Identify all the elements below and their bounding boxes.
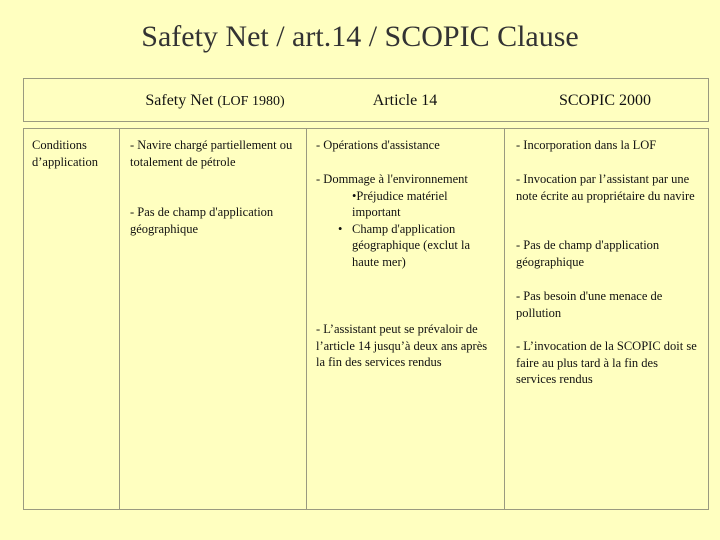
article-14-text-2 — [316, 171, 498, 270]
header-scopic: SCOPIC 2000 — [558, 92, 652, 109]
article-14-bullet-2: • Champ d'application géographique (exclut la haute mer) — [352, 221, 498, 271]
scopic-text-1: - Incorporation dans la LOF — [516, 138, 657, 152]
scopic-text-3: - Pas de champ d'application géographique — [516, 238, 660, 269]
scopic-text-5: - L’invocation de la SCOPIC doit se faire au plus tard à la fin des services rendus — [516, 339, 697, 386]
row-label: Conditions d’application — [32, 138, 98, 169]
safety-net-text-1: - Navire chargé partiellement ou totalement de pétrole — [130, 138, 293, 169]
column-divider — [504, 129, 505, 509]
article-14-env-damage: - Dommage à l'environnement — [316, 172, 468, 186]
header-safety-net-sub: (LOF 1980) — [217, 94, 285, 109]
article-14-text-1: - Opérations d'assistance — [316, 138, 440, 152]
column-divider — [119, 129, 120, 509]
header-safety-net — [120, 92, 310, 110]
article-14-bullets — [316, 188, 498, 271]
header-article-14: Article 14 — [372, 92, 438, 109]
column-divider — [306, 129, 307, 509]
article-14-bullet-1: •Préjudice matériel important — [352, 188, 448, 219]
article-14-text-3: - L’assistant peut se prévaloir de l’article 14 jusqu’à deux ans après la fin des services rendus — [316, 322, 488, 369]
scopic-text-2: - Invocation par l’assistant par une note écrite au propriétaire du navire — [516, 172, 695, 203]
slide-title: Safety Net / art.14 / SCOPIC Clause — [141, 20, 579, 53]
safety-net-text-2: - Pas de champ d'application géographique — [130, 205, 274, 236]
scopic-text-4: - Pas besoin d'une menace de pollution — [516, 289, 663, 320]
header-safety-net-label: Safety Net — [145, 92, 214, 109]
